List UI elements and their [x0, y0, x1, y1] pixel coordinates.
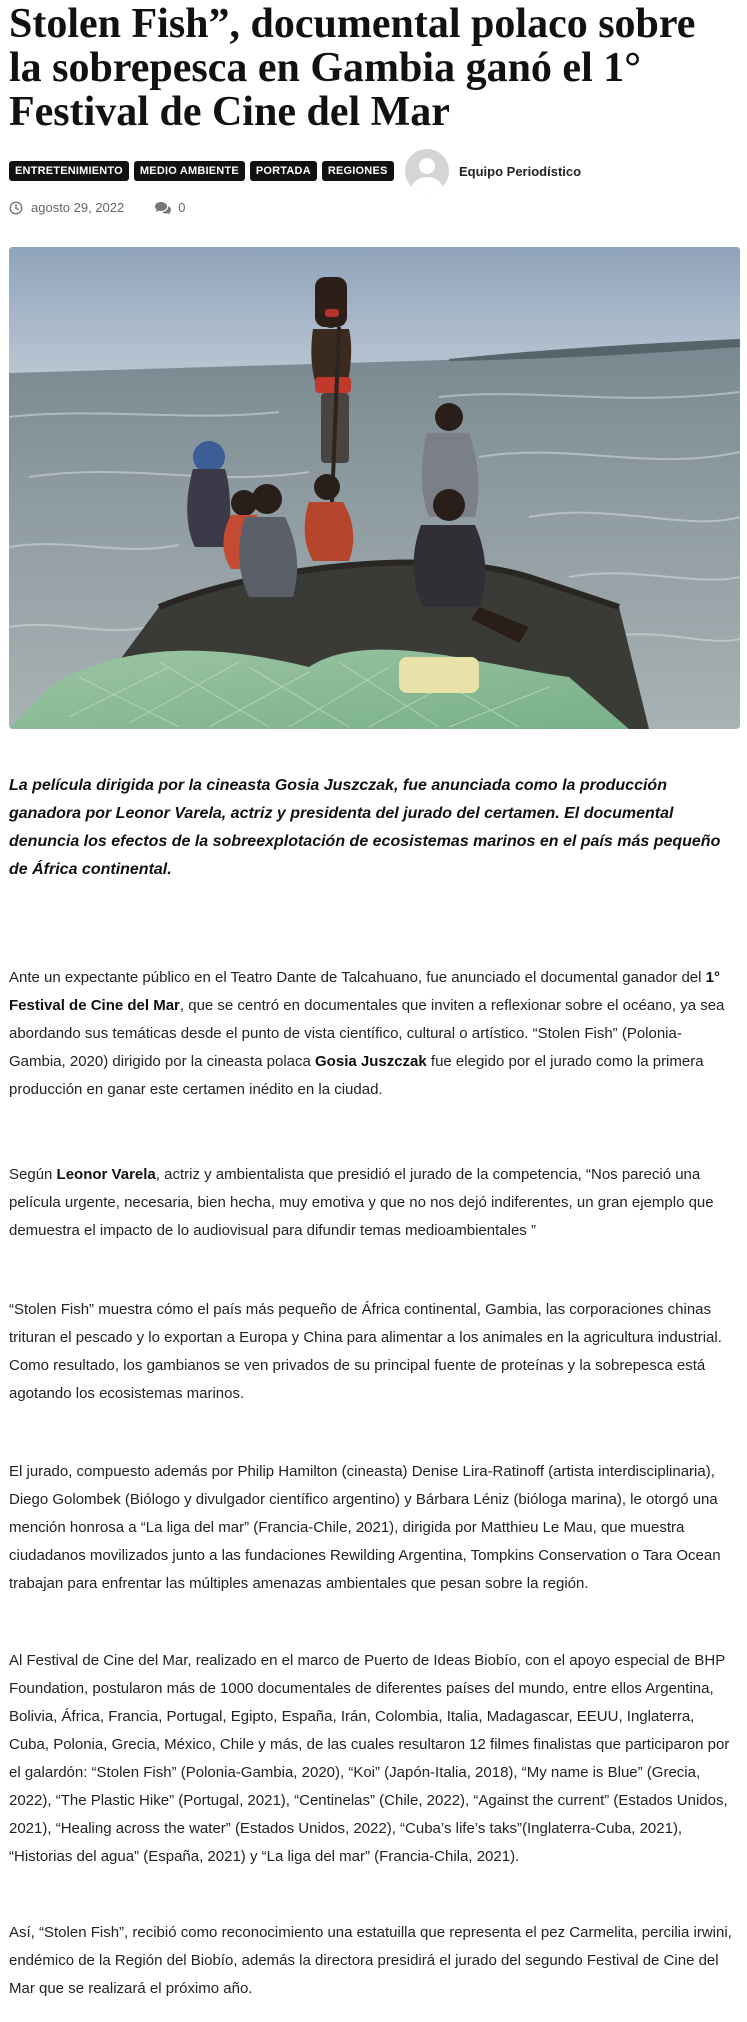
tag-regiones[interactable]: REGIONES: [322, 161, 394, 181]
user-avatar-icon[interactable]: [405, 149, 449, 193]
comment-count[interactable]: 0: [178, 200, 186, 215]
paragraph-3: “Stolen Fish” muestra cómo el país más pequeño de África continental, Gambia, las corporaciones chinas trituran el pescado y lo exportan a Europa y China para alimentar a los animales en la agricultura industrial. Como resultado, los gambianos se ven privados de su principal fuente de proteínas y la sobrepesca está agotando los ecosistemas marinos.: [9, 1301, 722, 1402]
comments-link[interactable]: [148, 200, 185, 215]
director-name: Gosia Juszczak: [315, 1053, 427, 1070]
publish-date: agosto 29, 2022: [31, 200, 125, 215]
paragraph-text: fue elegido por el jurado como la primera producción en ganar este certamen inédito en la ciudad.: [9, 1053, 704, 1098]
paragraph-text: Según: [9, 1166, 57, 1183]
category-tags: [9, 161, 394, 181]
clock-icon: [9, 201, 23, 215]
paragraph-1: [9, 964, 738, 1104]
paragraph-2: [9, 1161, 738, 1245]
jury-president-name: Leonor Varela: [56, 1166, 156, 1183]
tag-portada[interactable]: PORTADA: [250, 161, 317, 181]
article-title: Stolen Fish”, documental polaco sobre la sobrepesca en Gambia ganó el 1° Festival de Cine del Mar: [9, 1, 696, 135]
paragraph-text: , actriz y ambientalista que presidió el jurado de la competencia, “Nos pareció una película urgente, necesaria, bien hecha, muy emotiva y que no nos dejó indiferentes, un gran ejemplo que demuestra el impacto de lo audiovisual para difundir temas medioambientales ”: [9, 1166, 714, 1239]
paragraph-text: , que se centró en documentales que inviten a reflexionar sobre el océano, ya sea abordando sus temáticas desde el punto de vista científico, cultural o artístico. “Stolen Fish” (Polonia-Gambia, 2020) dirigido por la cineasta polaca: [9, 997, 725, 1070]
author-name[interactable]: Equipo Periodístico: [459, 163, 582, 179]
article-meta: [9, 150, 738, 192]
article-lead: La película dirigida por la cineasta Gosia Juszczak, fue anunciada como la producción ganadora por Leonor Varela, actriz y presidenta del jurado del certamen. El documental denuncia los efectos de la sobreexplotación de ecosistemas marinos en el país más pequeño de África continental.: [9, 777, 721, 878]
paragraph-6: Así, “Stolen Fish”, recibió como reconocimiento una estatuilla que representa el pez Carmelita, percilia irwini, endémico de la Región del Biobío, además la directora presidirá el jurado del segundo Festival de Cine del Mar que se realizará el próximo año.: [9, 1924, 732, 1997]
comments-icon[interactable]: [154, 201, 172, 215]
festival-name: 1° Festival de Cine del Mar: [9, 969, 720, 1014]
tag-entretenimiento[interactable]: ENTRETENIMIENTO: [9, 161, 129, 181]
paragraph-text: Ante un expectante público en el Teatro Dante de Talcahuano, fue anunciado el documental ganador del: [9, 969, 706, 986]
author-block[interactable]: [405, 149, 581, 193]
hero-image: [9, 247, 740, 729]
paragraph-4: El jurado, compuesto además por Philip Hamilton (cineasta) Denise Lira-Ratinoff (artista interdisciplinaria), Diego Golombek (Biólogo y divulgador científico argentino) y Bárbara Léniz (bióloga marina), le otorgó una mención honrosa a “La liga del mar” (Francia-Chile, 2021), dirigida por Matthieu Le Mau, que muestra ciudadanos movilizados junto a las fundaciones Rewilding Argentina, Tompkins Conservation o Tara Ocean trabajan para enfrentar las múltiples amenazas ambientales que pesan sobre la región.: [9, 1463, 721, 1592]
date-row: [9, 200, 185, 215]
tag-medio-ambiente[interactable]: MEDIO AMBIENTE: [134, 161, 245, 181]
paragraph-5: Al Festival de Cine del Mar, realizado en el marco de Puerto de Ideas Biobío, con el apoyo especial de BHP Foundation, postularon más de 1000 documentales de diferentes países del mundo, entre ellos Argentina, Bolivia, África, Francia, Portugal, Egipto, España, Irán, Colombia, Italia, Madagascar, EEUU, Inglaterra, Cuba, Polonia, Grecia, México, Chile y más, de las cuales resultaron 12 filmes finalistas que participaron por el galardón: “Stolen Fish” (Polonia-Gambia, 2020), “Koi” (Japón-Italia, 2018), “My name is Blue” (Grecia, 2022), “The Plastic Hike” (Portugal, 2021), “Centinelas” (Chile, 2022), “Against the current” (Estados Unidos, 2021), “Healing across the water” (Estados Unidos, 2022), “Cuba’s life’s taks”(Inglaterra-Cuba, 2021), “Historias del agua” (España, 2021) y “La liga del mar” (Francia-Chila, 2021).: [9, 1652, 730, 1865]
